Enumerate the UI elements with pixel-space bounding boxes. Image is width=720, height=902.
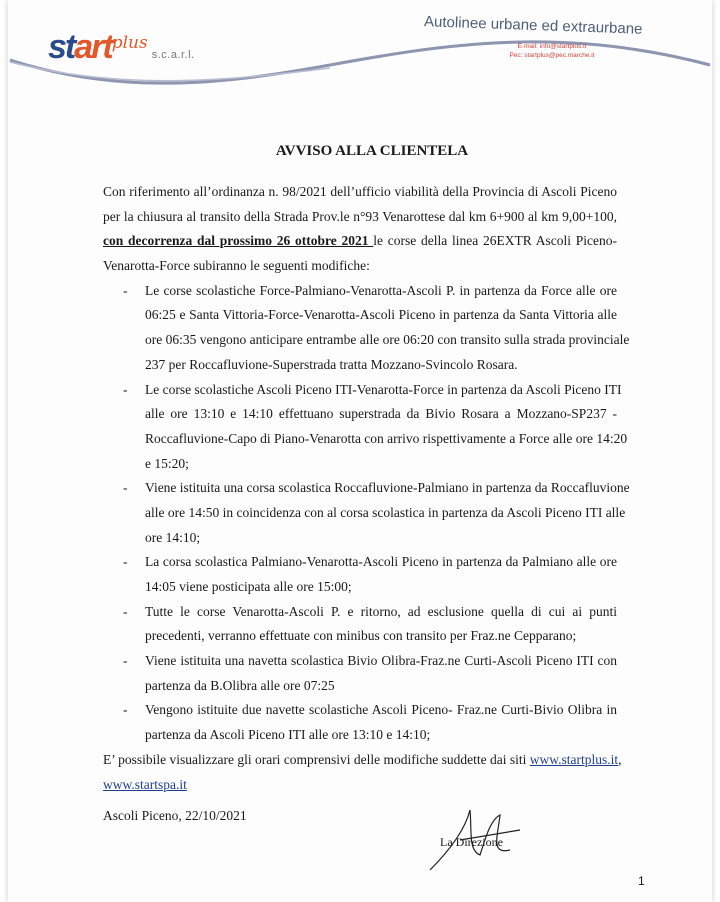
item-line: Vengono istituite due navette scolastiche Ascoli Piceno- Fraz.ne Curti-Bivio Olibra in — [145, 702, 617, 718]
list-item — [103, 279, 630, 378]
item-line: Viene istituita una corsa scolastica Roccafluvione-Palmiano in partenza da Roccafluvione — [145, 480, 630, 496]
item-line: ore 14:10; — [145, 529, 201, 545]
link-startplus[interactable]: www.startplus.it — [529, 751, 619, 767]
page-number: 1 — [638, 874, 645, 888]
item-line: 14:05 viene posticipata alle ore 15:00; — [145, 579, 352, 594]
bullet-dash: - — [123, 480, 128, 496]
list-item — [103, 550, 617, 599]
list-item — [103, 698, 617, 747]
link-startspa[interactable]: www.startspa.it — [103, 776, 187, 792]
intro-line: Venarotta-Force subiranno le seguenti modifiche: — [103, 258, 370, 274]
pec: Pec: startplus@pec.marche.it — [509, 52, 595, 59]
item-line: precedenti, verranno effettuate con minibus con transito per Fraz.ne Cepparano; — [145, 628, 577, 644]
letterhead — [0, 0, 720, 100]
item-line: 237 per Roccafluvione-Superstrada tratta Mozzano-Svincolo Rosara. — [145, 356, 518, 372]
item-line: alle ore 13:10 e 14:10 effettuano superstrada da Bivio Rosara a Mozzano-SP237 - — [145, 406, 617, 422]
intro-line: con decorrenza dal prossimo 26 ottobre 2021 le corse della linea 26EXTR Ascoli Piceno- — [103, 233, 618, 249]
item-line: Roccafluvione-Capo di Piano-Venarotta con arrivo rispettivamente a Force alle ore 14:20 — [145, 430, 628, 446]
bullet-dash: - — [123, 381, 128, 397]
item-line: partenza da Ascoli Piceno ITI alle ore 13:10 e 14:10; — [145, 727, 431, 743]
signature-label: La Direzione — [440, 835, 503, 849]
item-line: alle ore 14:50 in coincidenza con al corsa scolastica in partenza da Ascoli Piceno ITI alle — [145, 504, 626, 520]
list-item — [103, 649, 617, 698]
bullet-dash: - — [123, 702, 128, 718]
item-line: ore 06:35 vengono anticipare entrambe alle ore 06:20 con transito sulla strada provinciale — [145, 332, 630, 348]
intro-line: per la chiusura al transito della Strada Prov.le n°93 Venarottese dal km 6+900 al km 9,00+100, — [103, 208, 617, 224]
contact-info — [482, 42, 622, 60]
tagline: Autolinee urbane ed extraurbane — [423, 13, 643, 38]
item-line: e 15:20; — [145, 455, 189, 471]
document-title: AVVISO ALLA CLIENTELA — [275, 143, 469, 159]
item-line: Viene istituita una navetta scolastica Bivio Olibra-Fraz.ne Curti-Ascoli Piceno ITI con — [145, 653, 617, 669]
list-item — [103, 600, 617, 649]
list-item — [103, 476, 630, 550]
bullet-dash: - — [123, 653, 128, 669]
bullet-dash: - — [123, 282, 128, 298]
item-line: Tutte le corse Venarotta-Ascoli P. e ritorno, ad esclusione quella di cui ai punti — [145, 603, 617, 619]
place-date: Ascoli Piceno, 22/10/2021 — [103, 808, 247, 823]
closing-line — [103, 773, 617, 798]
intro-line: Con riferimento all’ordinanza n. 98/2021 dell’ufficio viabilità della Provincia di Ascoli Piceno — [103, 184, 617, 199]
bullet-dash: - — [123, 554, 128, 570]
item-line: partenza da B.Olibra alle ore 07:25 — [145, 677, 335, 693]
item-line: Le corse scolastiche Force-Palmiano-Venarotta-Ascoli P. in partenza da Force alle ore — [145, 282, 617, 298]
item-line: La corsa scolastica Palmiano-Venarotta-Ascoli Piceno in partenza da Palmiano alle ore — [145, 554, 617, 570]
email: E-mail: info@startplus.it — [517, 43, 587, 50]
item-line: Le corse scolastiche Ascoli Piceno ITI-Venarotta-Force in partenza da Ascoli Piceno ITI — [145, 381, 622, 397]
bullet-dash: - — [123, 603, 128, 619]
list-item — [103, 378, 628, 477]
document-body — [103, 180, 630, 797]
changes-list — [103, 279, 630, 748]
closing-line: E’ possibile visualizzare gli orari comprensivi delle modifiche suddette dai siti www.startplus.it, — [103, 751, 622, 767]
effective-date: con decorrenza dal prossimo 26 ottobre 2021 — [103, 233, 374, 249]
item-line: 06:25 e Santa Vittoria-Force-Venarotta-Ascoli Piceno in partenza da Santa Vittoria alle — [145, 307, 617, 323]
company-logo: start$^{plus}$s.c.a.r.l. — [48, 28, 195, 66]
